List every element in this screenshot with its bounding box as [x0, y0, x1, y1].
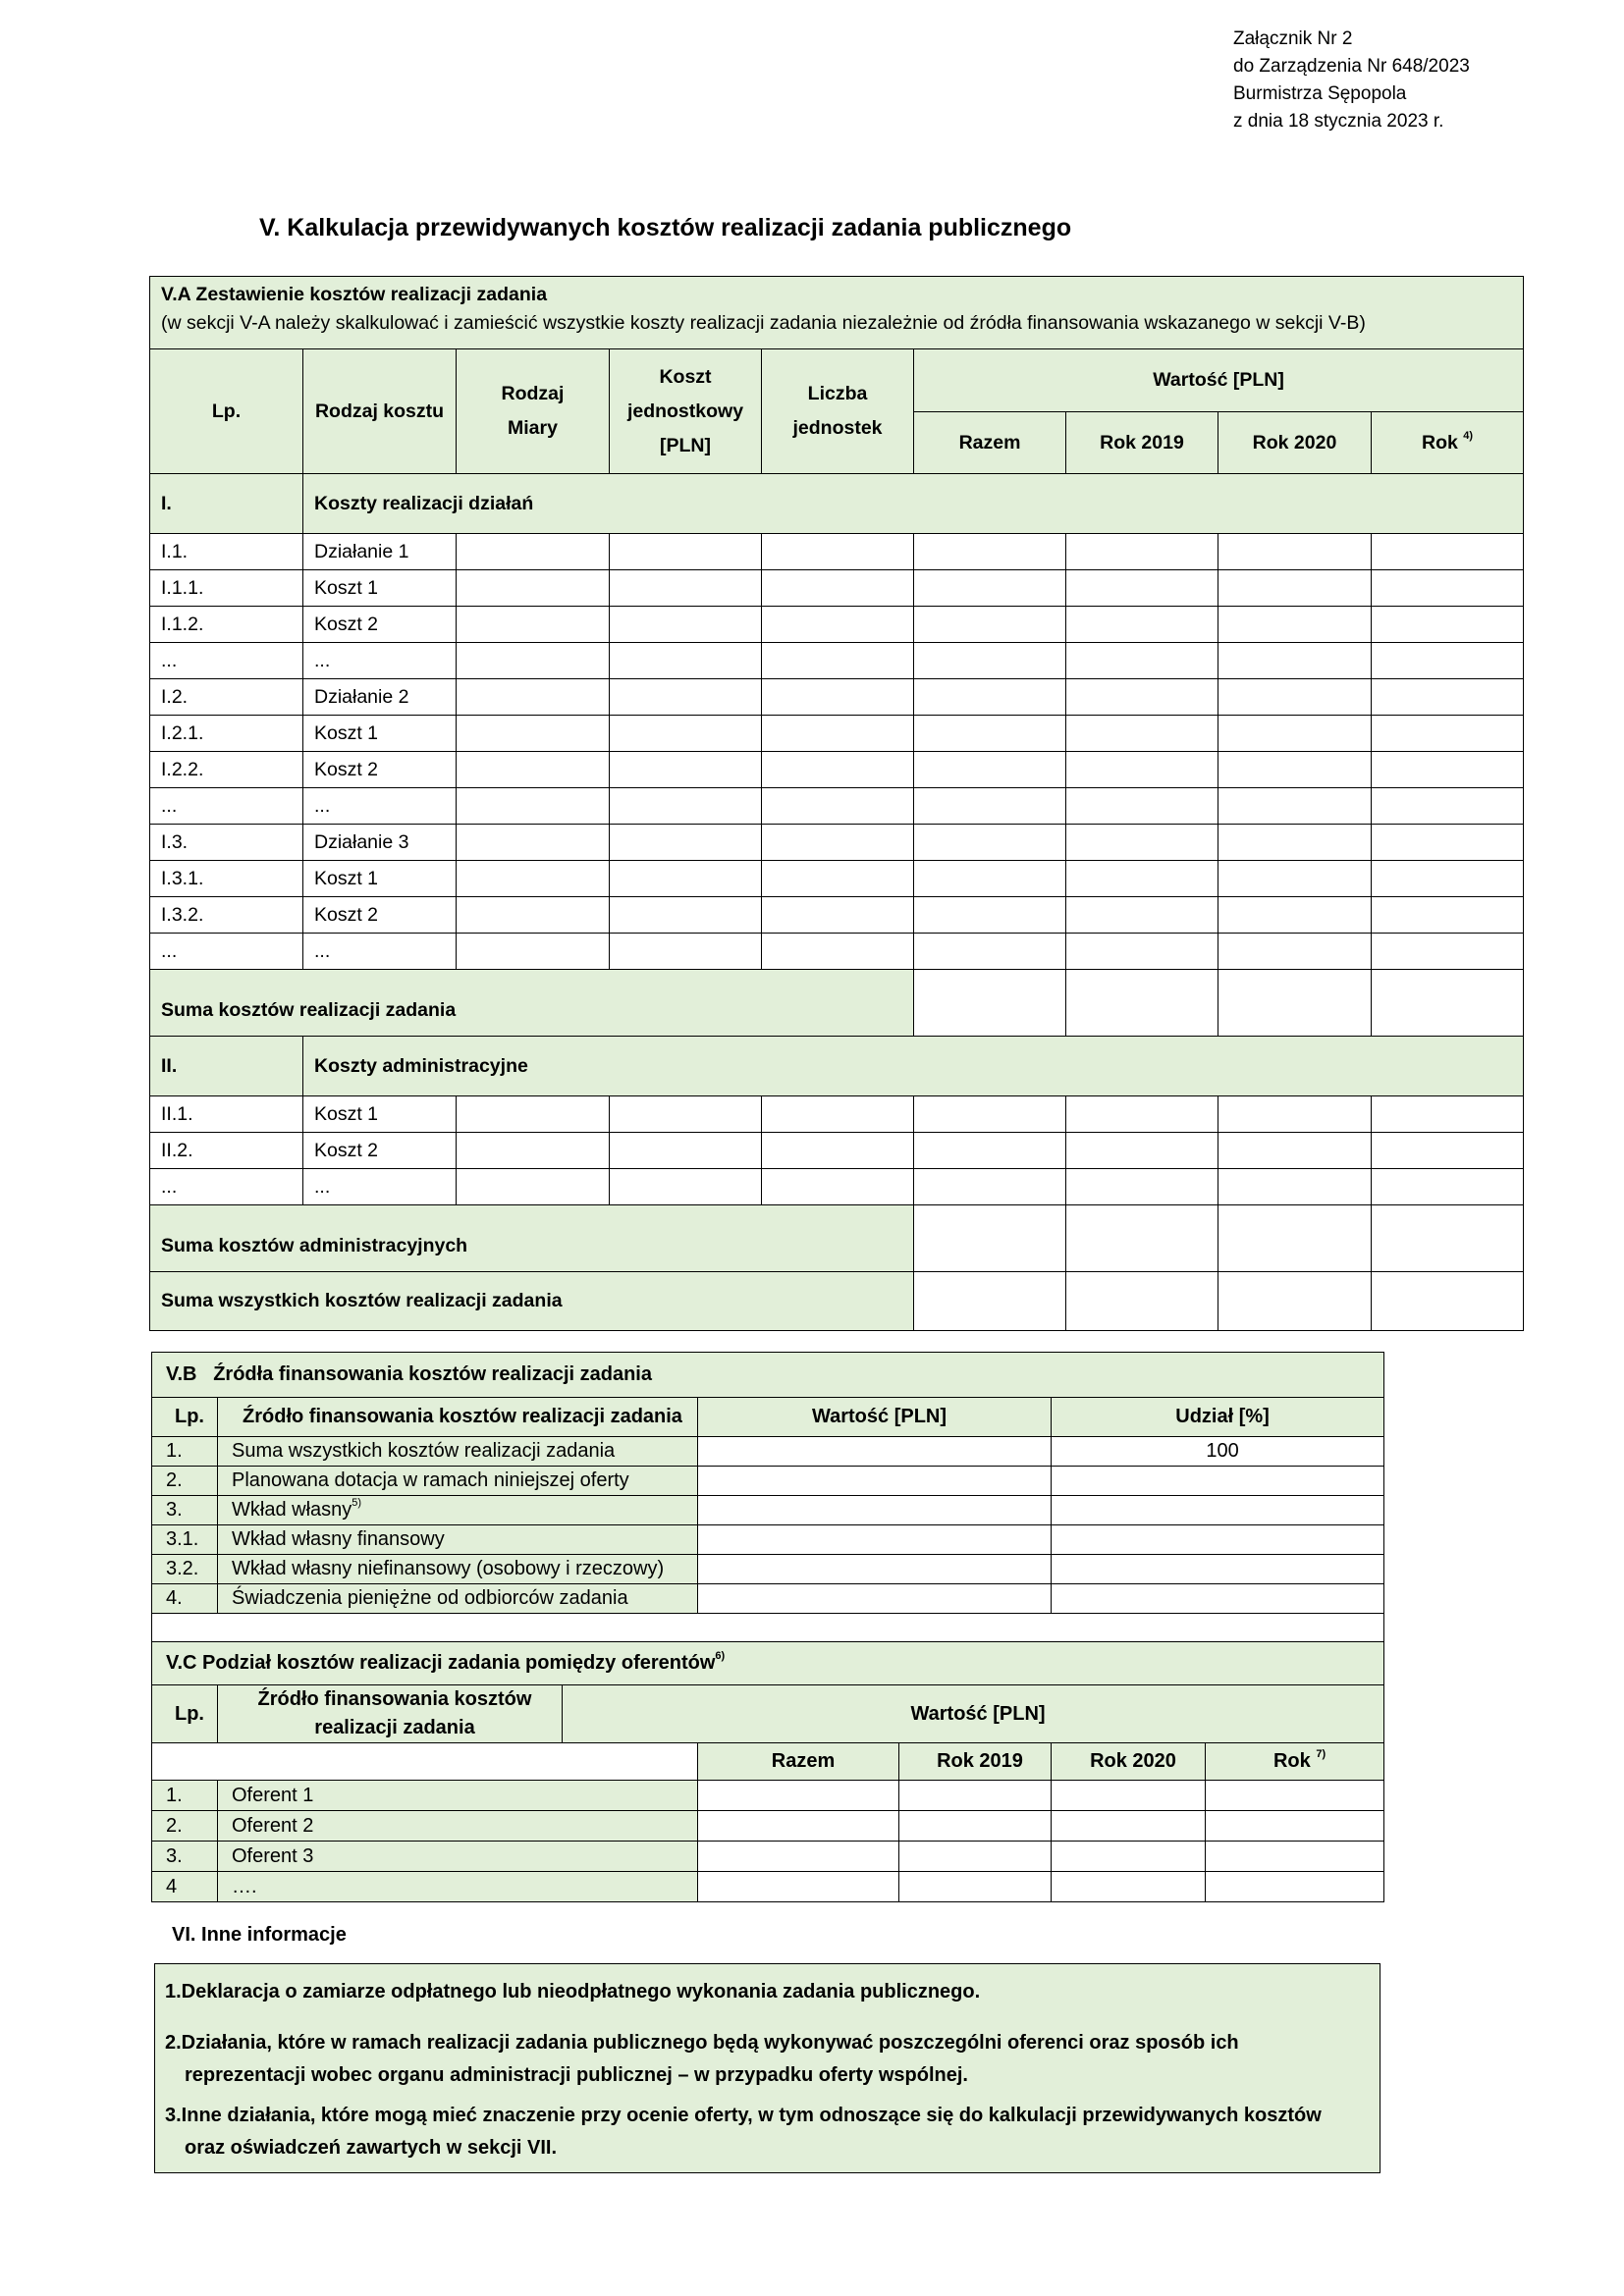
col-header-rok — [1372, 412, 1524, 474]
input-cell[interactable] — [1372, 716, 1524, 752]
row-name: Koszt 1 — [303, 1096, 457, 1133]
info-item-1: 1.Deklaracja o zamiarze odpłatnego lub nieodpłatnego wykonania zadania publicznego. — [165, 1981, 981, 2002]
row-name: Wkład własny niefinansowy (osobowy i rzeczowy) — [218, 1555, 698, 1584]
input-cell[interactable] — [1372, 534, 1524, 570]
input-cell[interactable] — [762, 861, 914, 897]
input-cell[interactable] — [1066, 643, 1218, 679]
info-item-2 — [165, 2027, 1370, 2092]
row-lp: ... — [150, 1169, 303, 1205]
row-name: Świadczenia pieniężne od odbiorców zadania — [218, 1584, 698, 1614]
input-cell[interactable] — [457, 643, 610, 679]
footnote-ref: 6) — [715, 1650, 726, 1662]
input-cell[interactable] — [1372, 1096, 1524, 1133]
input-cell[interactable] — [610, 788, 762, 825]
input-cell[interactable] — [1066, 970, 1218, 1037]
input-cell[interactable] — [1372, 970, 1524, 1037]
input-cell[interactable] — [610, 570, 762, 607]
col-header-liczba-jednostek — [762, 349, 914, 474]
table-row — [150, 716, 1524, 752]
row-lp: I.1. — [150, 534, 303, 570]
input-cell[interactable] — [610, 643, 762, 679]
section-code: V.B — [166, 1363, 197, 1385]
cost-calculation-table — [149, 276, 1524, 1331]
input-cell[interactable] — [1066, 1272, 1218, 1331]
row-lp: 3.1. — [152, 1525, 218, 1555]
input-cell[interactable] — [457, 825, 610, 861]
col-header-razem: Razem — [914, 412, 1066, 474]
input-cell[interactable] — [1218, 1169, 1372, 1205]
row-lp: I.3.1. — [150, 861, 303, 897]
row-lp: 1. — [152, 1437, 218, 1467]
input-cell[interactable] — [457, 679, 610, 716]
input-cell[interactable] — [899, 1781, 1052, 1811]
input-cell[interactable] — [1066, 861, 1218, 897]
attachment-header — [1233, 26, 1470, 135]
row-lp: ... — [150, 934, 303, 970]
input-cell[interactable] — [1066, 570, 1218, 607]
spacer-row — [152, 1614, 1384, 1642]
input-cell[interactable] — [1218, 607, 1372, 643]
value-cell[interactable] — [698, 1584, 1052, 1614]
input-cell[interactable] — [1372, 897, 1524, 934]
row-name — [218, 1496, 698, 1525]
input-cell[interactable] — [698, 1842, 899, 1872]
row-name: Oferent 2 — [218, 1811, 698, 1842]
input-cell[interactable] — [914, 788, 1066, 825]
input-cell[interactable] — [914, 825, 1066, 861]
input-cell[interactable] — [1372, 1169, 1524, 1205]
section-vb-title — [152, 1353, 1384, 1398]
row-name: Planowana dotacja w ramach niniejszej oferty — [218, 1467, 698, 1496]
header-text: Koszt — [659, 365, 712, 388]
section-va-header — [150, 277, 1524, 349]
input-cell[interactable] — [457, 570, 610, 607]
input-cell[interactable] — [1218, 934, 1372, 970]
section-label: Koszty administracyjne — [303, 1037, 1524, 1096]
input-cell[interactable] — [1218, 861, 1372, 897]
row-lp: 3. — [152, 1842, 218, 1872]
col-header-share: Udział [%] — [1052, 1398, 1384, 1437]
table-row — [152, 1584, 1384, 1614]
row-lp: II.2. — [150, 1133, 303, 1169]
input-cell[interactable] — [1372, 934, 1524, 970]
input-cell[interactable] — [1218, 534, 1372, 570]
input-cell[interactable] — [610, 752, 762, 788]
input-cell[interactable] — [762, 752, 914, 788]
sum-label: Suma kosztów administracyjnych — [150, 1205, 914, 1272]
table-row — [150, 607, 1524, 643]
input-cell[interactable] — [762, 825, 914, 861]
section-vi-heading: VI. Inne informacje — [172, 1924, 347, 1946]
input-cell[interactable] — [762, 897, 914, 934]
row-lp: 2. — [152, 1811, 218, 1842]
header-line: z dnia 18 stycznia 2023 r. — [1233, 111, 1444, 132]
input-cell[interactable] — [1218, 1096, 1372, 1133]
section-va-note: (w sekcji V-A należy skalkulować i zamieścić wszystkie koszty realizacji zadania niezależnie od źródła finansowania wskazanego w sekcji V-B) — [161, 312, 1366, 334]
input-cell[interactable] — [610, 716, 762, 752]
input-cell[interactable] — [610, 1133, 762, 1169]
input-cell[interactable] — [610, 1096, 762, 1133]
input-cell[interactable] — [914, 1205, 1066, 1272]
header-line: do Zarządzenia Nr 648/2023 — [1233, 56, 1470, 77]
input-cell[interactable] — [698, 1781, 899, 1811]
input-cell[interactable] — [457, 1133, 610, 1169]
info-text: oraz oświadczeń zawartych w sekcji VII. — [185, 2137, 558, 2159]
input-cell[interactable] — [914, 607, 1066, 643]
header-text: jednostek — [792, 417, 883, 439]
row-name: Koszt 2 — [303, 752, 457, 788]
row-lp: 4. — [152, 1584, 218, 1614]
input-cell[interactable] — [914, 716, 1066, 752]
row-name: ... — [303, 788, 457, 825]
input-cell[interactable] — [1218, 679, 1372, 716]
section-label: Koszty realizacji działań — [303, 474, 1524, 534]
col-header-source: Źródło finansowania kosztów realizacji zadania — [218, 1398, 698, 1437]
row-lp: I.3. — [150, 825, 303, 861]
input-cell[interactable] — [457, 897, 610, 934]
row-name: Koszt 1 — [303, 570, 457, 607]
input-cell[interactable] — [914, 534, 1066, 570]
row-lp: 3.2. — [152, 1555, 218, 1584]
col-header-razem: Razem — [698, 1743, 899, 1781]
input-cell[interactable] — [914, 897, 1066, 934]
input-cell[interactable] — [1066, 934, 1218, 970]
input-cell[interactable] — [914, 643, 1066, 679]
table-row — [150, 1169, 1524, 1205]
info-text: 2.Działania, które w ramach realizacji zadania publicznego będą wykonywać poszczególni oferenci oraz sposób ich — [165, 2032, 1239, 2054]
input-cell[interactable] — [1218, 788, 1372, 825]
input-cell[interactable] — [610, 825, 762, 861]
input-cell[interactable] — [1066, 1205, 1218, 1272]
input-cell[interactable] — [899, 1872, 1052, 1902]
table-row — [152, 1872, 1384, 1902]
info-text: 3.Inne działania, które mogą mieć znaczenie przy ocenie oferty, w tym odnoszące się do kalkulacji przewidywanych kosztów — [165, 2105, 1322, 2126]
col-header-rok-2020: Rok 2020 — [1052, 1743, 1206, 1781]
input-cell[interactable] — [1218, 825, 1372, 861]
input-cell[interactable] — [1066, 1133, 1218, 1169]
header-text: realizacji zadania — [314, 1717, 475, 1738]
col-header-lp: Lp. — [150, 349, 303, 474]
share-cell[interactable] — [1052, 1496, 1384, 1525]
input-cell[interactable] — [1066, 716, 1218, 752]
header-text: Miary — [508, 417, 558, 439]
table-row — [152, 1525, 1384, 1555]
input-cell[interactable] — [457, 752, 610, 788]
header-text: jednostkowy — [626, 400, 744, 422]
input-cell[interactable] — [1066, 788, 1218, 825]
table-row — [150, 788, 1524, 825]
col-header-lp: Lp. — [152, 1398, 218, 1437]
row-text: Wkład własny — [232, 1499, 352, 1521]
row-name: Działanie 2 — [303, 679, 457, 716]
input-cell[interactable] — [1218, 752, 1372, 788]
input-cell[interactable] — [1372, 752, 1524, 788]
row-lp: 4 — [152, 1872, 218, 1902]
input-cell[interactable] — [914, 861, 1066, 897]
table-row — [150, 570, 1524, 607]
input-cell[interactable] — [1206, 1872, 1384, 1902]
input-cell[interactable] — [698, 1811, 899, 1842]
row-name: Wkład własny finansowy — [218, 1525, 698, 1555]
input-cell[interactable] — [1066, 679, 1218, 716]
table-row — [150, 861, 1524, 897]
share-cell[interactable] — [1052, 1555, 1384, 1584]
col-header-koszt-jednostkowy — [610, 349, 762, 474]
input-cell[interactable] — [762, 534, 914, 570]
input-cell[interactable] — [1206, 1811, 1384, 1842]
input-cell[interactable] — [762, 716, 914, 752]
input-cell[interactable] — [1066, 534, 1218, 570]
row-name: Koszt 1 — [303, 716, 457, 752]
input-cell[interactable] — [1052, 1872, 1206, 1902]
input-cell[interactable] — [762, 643, 914, 679]
input-cell[interactable] — [1052, 1842, 1206, 1872]
row-name: Działanie 3 — [303, 825, 457, 861]
value-cell[interactable] — [698, 1555, 1052, 1584]
input-cell[interactable] — [1372, 679, 1524, 716]
col-header-rok-2020: Rok 2020 — [1218, 412, 1372, 474]
header-text: Rodzaj — [501, 383, 565, 404]
info-text: reprezentacji wobec organu administracji publicznej – w przypadku oferty wspólnej. — [185, 2064, 968, 2086]
share-cell[interactable] — [1052, 1584, 1384, 1614]
input-cell[interactable] — [610, 897, 762, 934]
header-text: Źródło finansowania kosztów — [257, 1688, 532, 1710]
row-lp: I.1.2. — [150, 607, 303, 643]
header-text: [PLN] — [660, 434, 711, 456]
input-cell[interactable] — [899, 1842, 1052, 1872]
row-name: ... — [303, 643, 457, 679]
input-cell[interactable] — [914, 570, 1066, 607]
input-cell[interactable] — [610, 534, 762, 570]
input-cell[interactable] — [610, 861, 762, 897]
input-cell[interactable] — [1372, 1272, 1524, 1331]
input-cell[interactable] — [1218, 643, 1372, 679]
value-cell[interactable] — [698, 1437, 1052, 1467]
row-name: ... — [303, 1169, 457, 1205]
input-cell[interactable] — [1066, 1096, 1218, 1133]
row-name: Oferent 1 — [218, 1781, 698, 1811]
input-cell[interactable] — [1372, 607, 1524, 643]
footnote-ref: 5) — [352, 1497, 362, 1509]
col-header-wartosc: Wartość [PLN] — [914, 349, 1524, 412]
footnote-ref: 4) — [1463, 429, 1474, 442]
input-cell[interactable] — [1372, 1133, 1524, 1169]
row-lp: I.1.1. — [150, 570, 303, 607]
col-header-rodzaj-kosztu: Rodzaj kosztu — [303, 349, 457, 474]
input-cell[interactable] — [762, 1096, 914, 1133]
col-header-source — [218, 1685, 563, 1743]
input-cell[interactable] — [914, 1096, 1066, 1133]
input-cell[interactable] — [762, 934, 914, 970]
input-cell[interactable] — [457, 716, 610, 752]
col-header-value: Wartość [PLN] — [563, 1685, 1384, 1743]
input-cell[interactable] — [914, 1272, 1066, 1331]
header-text: Rok — [1422, 431, 1458, 454]
row-lp: ... — [150, 643, 303, 679]
section-va-title: V.A Zestawienie kosztów realizacji zadania — [161, 284, 548, 305]
input-cell[interactable] — [1052, 1781, 1206, 1811]
value-cell[interactable] — [698, 1467, 1052, 1496]
input-cell[interactable] — [762, 570, 914, 607]
input-cell[interactable] — [1372, 861, 1524, 897]
value-cell[interactable] — [698, 1525, 1052, 1555]
sum-label: Suma wszystkich kosztów realizacji zadania — [150, 1272, 914, 1331]
table-row — [152, 1496, 1384, 1525]
input-cell[interactable] — [914, 752, 1066, 788]
table-row — [152, 1467, 1384, 1496]
table-row — [150, 1096, 1524, 1133]
row-name: Koszt 2 — [303, 897, 457, 934]
input-cell[interactable] — [1218, 570, 1372, 607]
row-name: Działanie 1 — [303, 534, 457, 570]
header-line: Załącznik Nr 2 — [1233, 28, 1353, 49]
input-cell[interactable] — [762, 788, 914, 825]
row-lp: I.3.2. — [150, 897, 303, 934]
value-cell[interactable] — [698, 1496, 1052, 1525]
sum-label: Suma kosztów realizacji zadania — [150, 970, 914, 1037]
table-row — [150, 1133, 1524, 1169]
input-cell[interactable] — [1218, 1133, 1372, 1169]
input-cell[interactable] — [1206, 1842, 1384, 1872]
section-heading: Źródła finansowania kosztów realizacji zadania — [213, 1363, 652, 1385]
table-row — [152, 1781, 1384, 1811]
row-lp: 2. — [152, 1467, 218, 1496]
input-cell[interactable] — [457, 534, 610, 570]
input-cell[interactable] — [762, 1133, 914, 1169]
input-cell[interactable] — [1066, 752, 1218, 788]
row-name: Suma wszystkich kosztów realizacji zadania — [218, 1437, 698, 1467]
table-row — [152, 1842, 1384, 1872]
input-cell[interactable] — [1206, 1781, 1384, 1811]
input-cell[interactable] — [457, 861, 610, 897]
input-cell[interactable] — [1066, 825, 1218, 861]
input-cell[interactable] — [1218, 716, 1372, 752]
input-cell[interactable] — [762, 679, 914, 716]
header-text: Rok — [1272, 1750, 1311, 1772]
input-cell[interactable] — [610, 679, 762, 716]
input-cell[interactable] — [914, 970, 1066, 1037]
input-cell[interactable] — [457, 607, 610, 643]
row-name: Oferent 3 — [218, 1842, 698, 1872]
input-cell[interactable] — [1066, 897, 1218, 934]
table-row — [150, 679, 1524, 716]
col-header-rok-2019: Rok 2019 — [899, 1743, 1052, 1781]
input-cell[interactable] — [1218, 1205, 1372, 1272]
row-lp: I.2.1. — [150, 716, 303, 752]
input-cell[interactable] — [914, 1169, 1066, 1205]
col-header-rodzaj-miary — [457, 349, 610, 474]
share-cell[interactable] — [1052, 1467, 1384, 1496]
input-cell[interactable] — [1372, 825, 1524, 861]
table-row — [152, 1811, 1384, 1842]
row-name: Koszt 1 — [303, 861, 457, 897]
header-text: Liczba — [807, 383, 868, 404]
input-cell[interactable] — [762, 607, 914, 643]
input-cell[interactable] — [698, 1872, 899, 1902]
table-row — [150, 934, 1524, 970]
table-row — [152, 1437, 1384, 1467]
input-cell[interactable] — [1218, 897, 1372, 934]
empty-header-cell — [152, 1743, 698, 1781]
row-name: …. — [218, 1872, 698, 1902]
input-cell[interactable] — [610, 1169, 762, 1205]
table-row — [150, 643, 1524, 679]
info-item-3 — [165, 2100, 1370, 2164]
input-cell[interactable] — [457, 1169, 610, 1205]
input-cell[interactable] — [457, 788, 610, 825]
input-cell[interactable] — [457, 1096, 610, 1133]
other-information-box[interactable] — [154, 1963, 1380, 2173]
input-cell[interactable] — [1066, 607, 1218, 643]
row-lp: ... — [150, 788, 303, 825]
col-header-value: Wartość [PLN] — [698, 1398, 1052, 1437]
input-cell[interactable] — [1218, 1272, 1372, 1331]
input-cell[interactable] — [610, 934, 762, 970]
section-vc-title — [152, 1642, 1384, 1685]
section-lp: II. — [150, 1037, 303, 1096]
table-row — [150, 897, 1524, 934]
page-title: V. Kalkulacja przewidywanych kosztów realizacji zadania publicznego — [259, 214, 1072, 241]
financing-sources-table — [151, 1352, 1384, 1902]
input-cell[interactable] — [1052, 1811, 1206, 1842]
row-lp: II.1. — [150, 1096, 303, 1133]
table-row — [150, 534, 1524, 570]
share-cell[interactable] — [1052, 1525, 1384, 1555]
input-cell[interactable] — [914, 679, 1066, 716]
row-name: Koszt 2 — [303, 1133, 457, 1169]
row-lp: I.2.2. — [150, 752, 303, 788]
input-cell[interactable] — [610, 607, 762, 643]
row-lp: I.2. — [150, 679, 303, 716]
row-name: Koszt 2 — [303, 607, 457, 643]
col-header-lp: Lp. — [152, 1685, 218, 1743]
section-lp: I. — [150, 474, 303, 534]
header-line: Burmistrza Sępopola — [1233, 83, 1407, 104]
input-cell[interactable] — [1372, 788, 1524, 825]
table-row — [152, 1555, 1384, 1584]
input-cell[interactable] — [1372, 570, 1524, 607]
input-cell[interactable] — [914, 1133, 1066, 1169]
section-heading: V.C Podział kosztów realizacji zadania pomiędzy oferentów — [166, 1652, 716, 1674]
input-cell[interactable] — [1066, 1169, 1218, 1205]
input-cell[interactable] — [914, 934, 1066, 970]
share-cell[interactable]: 100 — [1052, 1437, 1384, 1467]
col-header-rok-2019: Rok 2019 — [1066, 412, 1218, 474]
row-name: ... — [303, 934, 457, 970]
row-lp: 1. — [152, 1781, 218, 1811]
table-row — [150, 825, 1524, 861]
input-cell[interactable] — [1372, 1205, 1524, 1272]
col-header-rok — [1206, 1743, 1384, 1781]
table-row — [150, 752, 1524, 788]
input-cell[interactable] — [1372, 643, 1524, 679]
input-cell[interactable] — [1218, 970, 1372, 1037]
footnote-ref: 7) — [1316, 1748, 1326, 1760]
input-cell[interactable] — [762, 1169, 914, 1205]
row-lp: 3. — [152, 1496, 218, 1525]
input-cell[interactable] — [457, 934, 610, 970]
input-cell[interactable] — [899, 1811, 1052, 1842]
